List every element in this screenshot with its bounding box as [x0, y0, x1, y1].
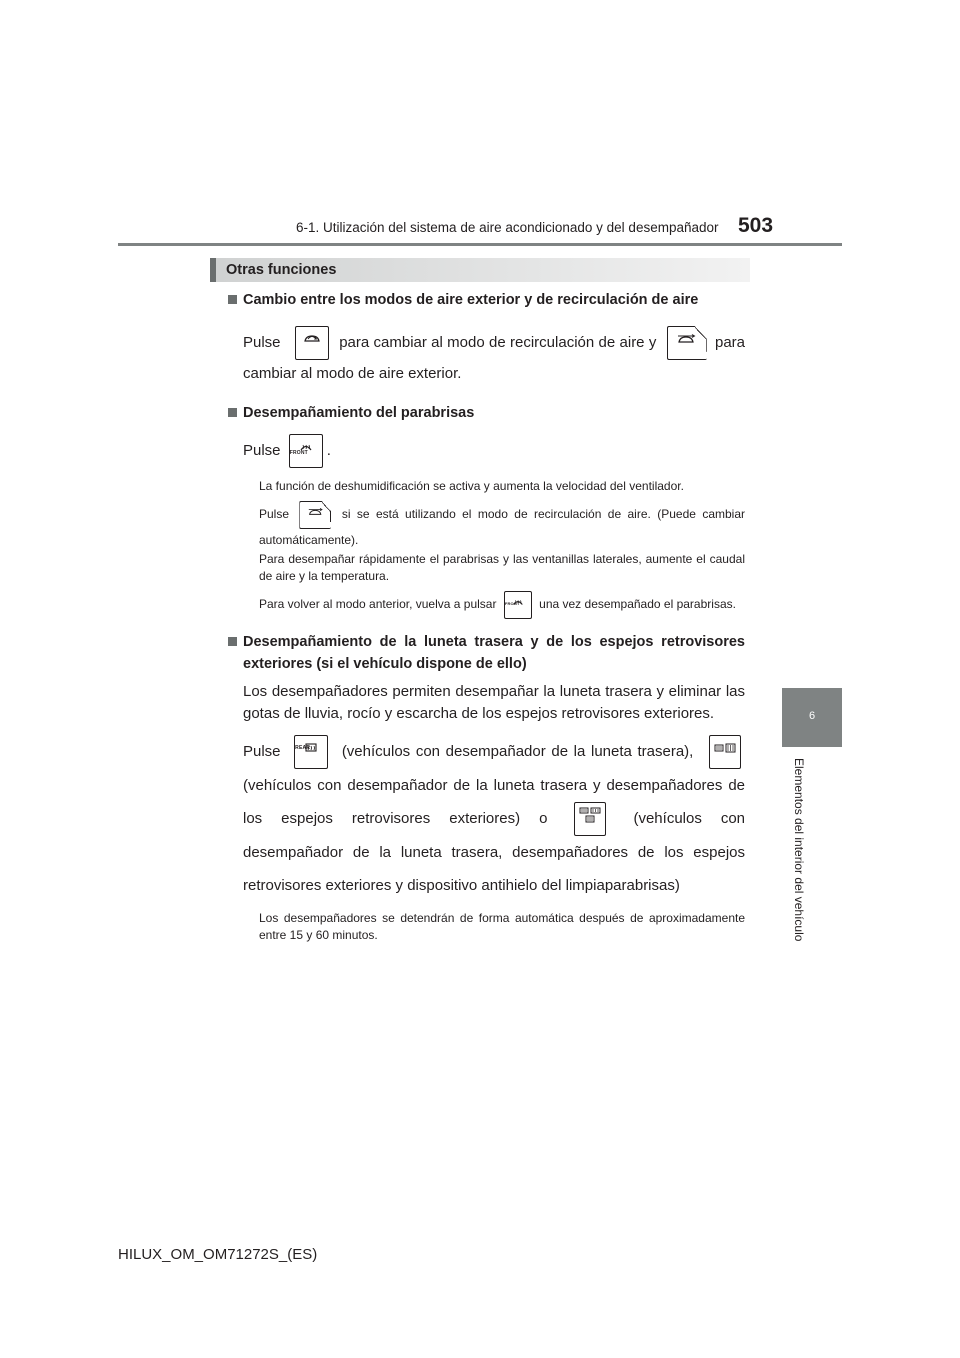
chapter-number: 6: [808, 710, 816, 722]
rear-defogger-icon: REAR: [294, 735, 328, 769]
square-bullet-icon: [228, 295, 237, 304]
header-title: 6-1. Utilización del sistema de aire acondicionado y del desempañador: [296, 220, 719, 235]
outside-air-icon: [667, 326, 707, 360]
rear-defogger-text-1: Los desempañadores permiten desempañar la luneta trasera y eliminar las gotas de lluvia, rocío y escarcha de los espejos retrovisores exteriores.: [243, 683, 745, 722]
page-content: [224, 289, 745, 944]
square-bullet-icon: [228, 637, 237, 646]
front-defogger-icon: FRONT: [289, 434, 323, 468]
page-number: 503: [738, 214, 774, 237]
windshield-note-1: La función de deshumidificación se activa y aumenta la velocidad del ventilador.: [259, 479, 684, 493]
recirculation-text: Pulse para cambiar al modo de recirculación de aire y para cambiar al modo de aire exterior.: [224, 326, 745, 388]
chapter-label: Elementos del interior del vehículo: [792, 758, 806, 942]
windshield-text: Pulse FRONT .: [224, 434, 745, 468]
windshield-note-4: Para volver al modo anterior, vuelva a pulsar FRONT una vez desempañado el parabrisas.: [224, 591, 745, 619]
windshield-note-3: Para desempañar rápidamente el parabrisas y las ventanillas laterales, aumente el caudal de aire y la temperatura.: [259, 552, 745, 583]
header-rule: [118, 243, 842, 246]
square-bullet-icon: [228, 408, 237, 417]
rear-mirror-wiper-defogger-icon: [574, 802, 606, 836]
recirculation-heading: Cambio entre los modos de aire exterior y de recirculación de aire: [224, 289, 745, 311]
document-code: HILUX_OM_OM71272S_(ES): [118, 1246, 318, 1263]
rear-and-mirror-defogger-icon: [709, 735, 741, 769]
section-title: Otras funciones: [226, 262, 337, 278]
front-defogger-icon: FRONT: [504, 591, 532, 619]
windshield-note-2: Pulse si se está utilizando el modo de recirculación de aire. (Puede cambiar automáticamente).: [224, 501, 745, 551]
rear-defogger-heading: Desempañamiento de la luneta trasera y de los espejos retrovisores exteriores (si el vehículo dispone de ello): [224, 631, 745, 675]
outside-air-icon: [299, 501, 331, 529]
rear-defogger-text-2: Pulse REAR (vehículos con desempañador de la luneta trasera), (vehículos con desempañador de la luneta trasera y desempañadores de los espejos retrovisores exteriores) o (vehículos con desempañador de la luneta trasera, desempañadores de los espejos retrovisores exteriores y dispositivo antihielo del limpiaparabrisas): [224, 735, 745, 902]
section-header: [210, 258, 750, 282]
windshield-heading: Desempañamiento del parabrisas: [224, 402, 745, 424]
chapter-tab: [782, 688, 842, 747]
rear-defogger-note: Los desempañadores se detendrán de forma automática después de aproximadamente entre 15 y 60 minutos.: [259, 911, 745, 943]
recirculation-air-icon: [295, 326, 329, 360]
